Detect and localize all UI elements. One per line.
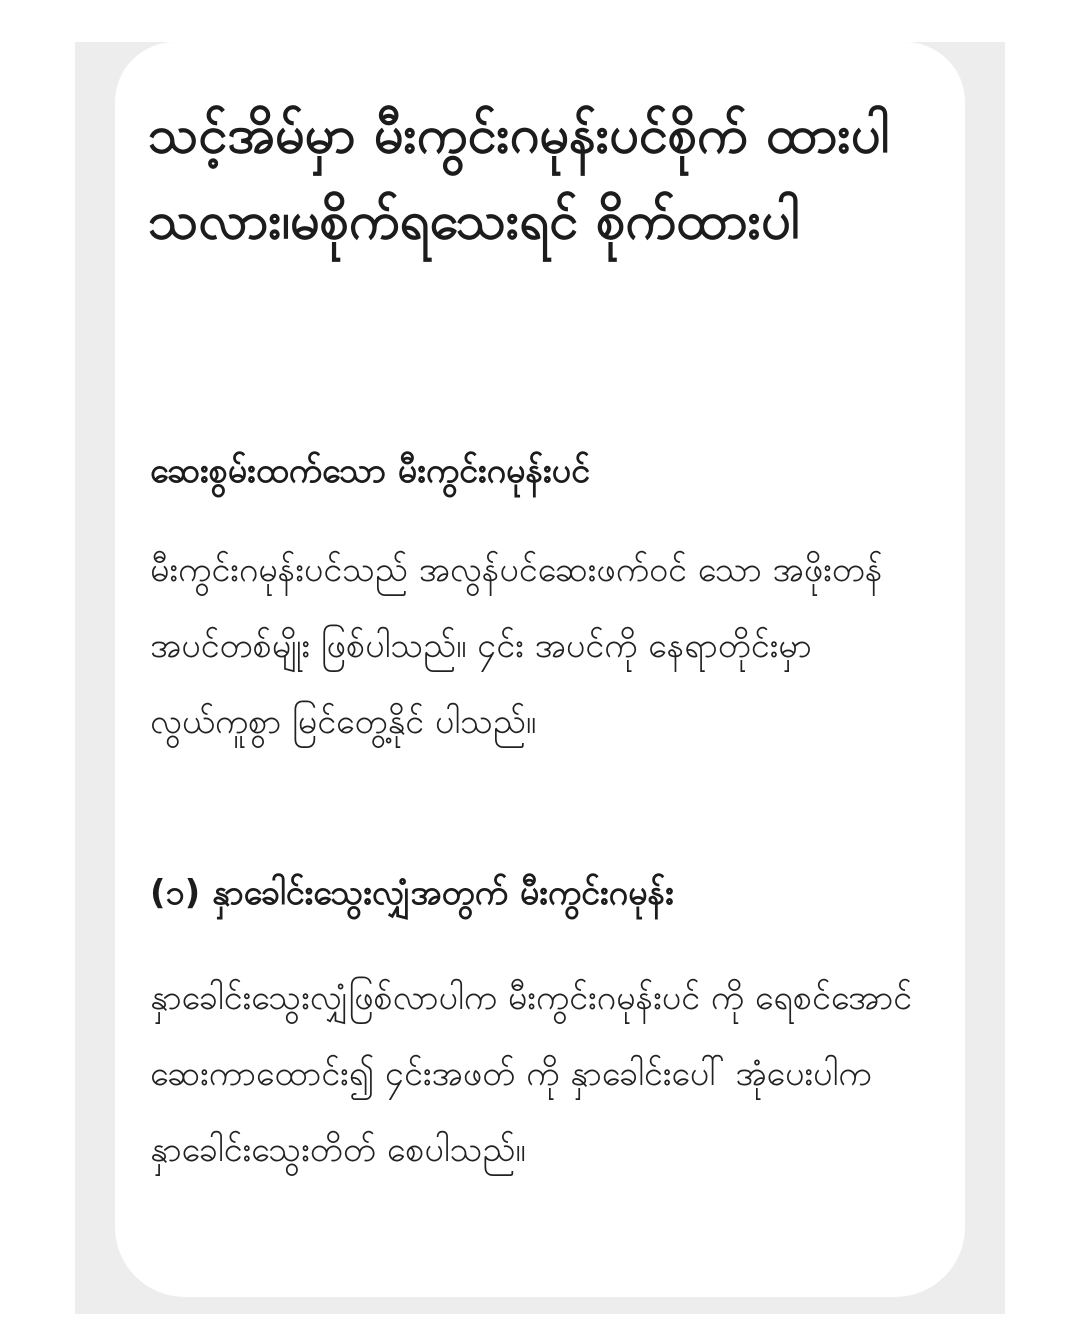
section-body: မီးကွင်းဂမုန်းပင်သည် အလွန်ပင်ဆေးဖက်ဝင် သော အဖိုးတန်အပင်တစ်မျိုး ဖြစ်ပါသည်။ ၄င်း အပင်ကို နေရာတိုင်းမှာ လွယ်ကူစွာ မြင်တွေ့နိုင် ပါသည်။ xyxy=(150,550,883,742)
section-heading: ဆေးစွမ်းထက်သော မီးကွင်းဂမုန်းပင် xyxy=(150,451,590,491)
section-heading: (၁) နှာခေါင်းသွေးလျှံအတွက် မီးကွင်းဂမုန်း xyxy=(150,873,674,913)
section-body: နှာခေါင်းသွေးလျှံဖြစ်လာပါက မီးကွင်းဂမုန်းပင် ကို ရေစင်အောင်ဆေးကာထောင်း၍ ၄င်းအဖတ် ကို နှာခေါင်းပေါ် အုံပေးပါက နှာခေါင်းသွေးတိတ် စေပါသည်။ xyxy=(150,978,913,1170)
article-title: သင့်အိမ်မှာ မီးကွင်းဂမုန်းပင်စိုက် ထားပါသလား၊မစိုက်ရသေးရင် စိုက်ထားပါ xyxy=(148,105,890,251)
